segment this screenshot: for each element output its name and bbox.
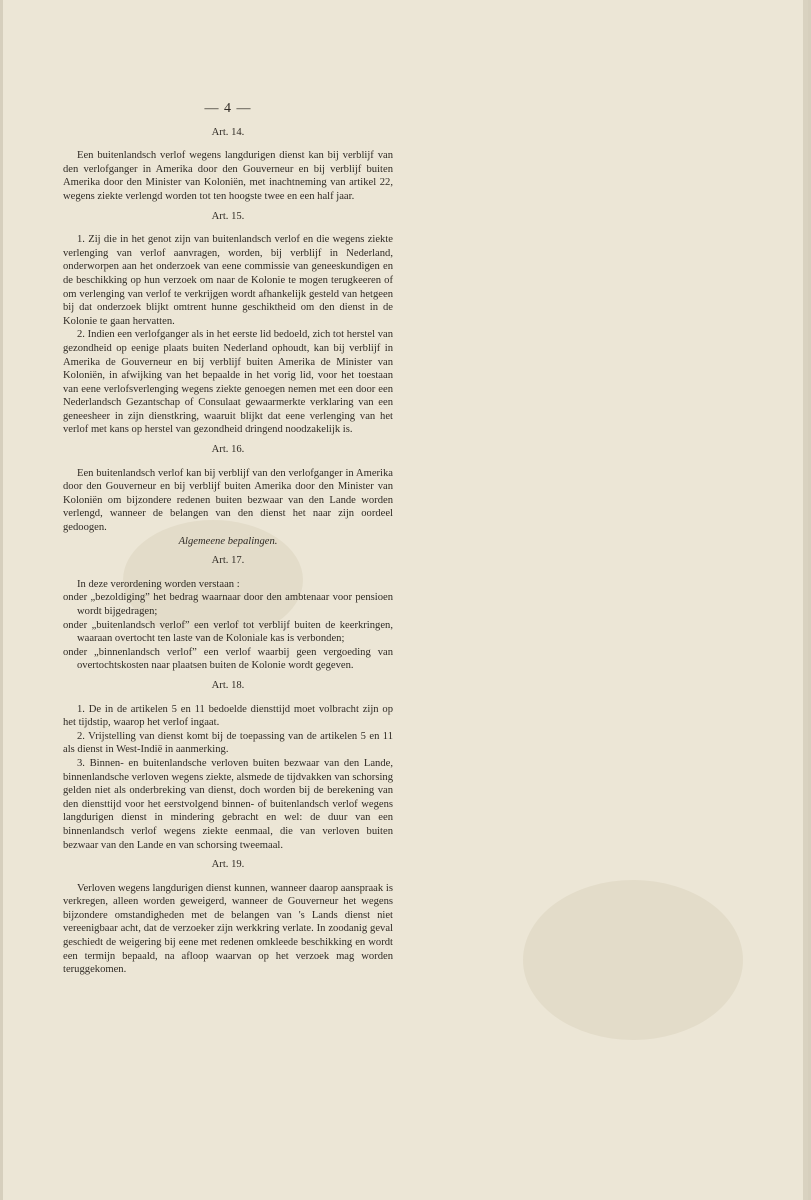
article-15-paragraph-2: 2. Indien een verlofganger als in het eerste lid bedoeld, zich tot herstel van gezondheid op eenige plaats buiten Nederland ophoudt, kan bij verblijf in Amerika de Gouverneur en bij verblijf buiten Amerika de Minister van Koloniën, in afwijking van het bepaalde in het vorig lid, voor het toestaan van eene verlofsverlenging wegens ziekte genoegen nemen met een door een Nederlandsch Gezantschap of Consulaat gewaarmerkte verklaring van een geneesheer in zijn dienstkring, waaruit blijkt dat eene verlenging van het verlof met kans op herstel van gezondheid dringend noodzakelijk is. <box>63 329 393 436</box>
article-19-text: Verloven wegens langdurigen dienst kunnen, wanneer daarop aanspraak is verkregen, alleen worden geweigerd, wanneer de Gouverneur het wegens bijzondere omstandigheden met de belangen van 's Lands dienst niet vereenigbaar acht, dat de verzoeker zijn werkkring verlate. In zoodanig geval geschiedt de weigering bij eene met redenen omkleede beschikking en wordt een termijn bepaald, na afloop waarvan op het verzoek mag worden teruggekomen. <box>63 882 393 976</box>
general-provisions-subheading: Algemeene bepalingen. <box>178 535 278 547</box>
article-17-intro: In deze verordening worden verstaan : <box>77 578 240 590</box>
page-number: — 4 — <box>204 101 252 116</box>
article-15-heading: Art. 15. <box>211 210 245 222</box>
article-18-paragraph-3: 3. Binnen- en buitenlandsche verloven buiten bezwaar van den Lande, binnenlandsche verloven wegens ziekte, alsmede de tijdvakken van schorsing gelden niet als onderbreking van dienst, doch worden bij de berekening van den diensttijd voor het eerstvolgend binnen- of buitenlandsch verlof wegens langdurigen dienst in mindering gebracht en wel: de duur van een binnenlandsch verlof wegens ziekte eenmaal, die van verloven buiten bezwaar van den Lande en van schorsing tweemaal. <box>63 757 393 851</box>
article-17-heading: Art. 17. <box>211 555 245 567</box>
article-15-paragraph-1: 1. Zij die in het genot zijn van buitenlandsch verlof en die wegens ziekte verlenging van verlof aanvragen, worden, bij verblijf in Nederland, onderworpen aan het onderzoek van eene commissie van geneeskundigen en de beschikking op hun verzoek om naar de Kolonie te mogen terugkeeren of om verlenging van verlof te verkrijgen wordt afhankelijk gesteld van hetgeen bij dat onderzoek blijkt omtrent hunne geschiktheid om den dienst in de Kolonie te gaan hervatten. <box>63 234 393 327</box>
article-17-definition: onder „binnenlandsch verlof” een verlof waarbij geen vergoeding van overtochtskosten naar plaatsen buiten de Kolonie wordt gegeven. <box>63 646 393 672</box>
paper-stain <box>523 880 743 1040</box>
article-17-definition: onder „bezoldiging” het bedrag waarnaar door den ambtenaar voor pensioen wordt bijgedragen; <box>63 592 393 617</box>
article-16-heading: Art. 16. <box>211 444 245 456</box>
article-18-heading: Art. 18. <box>211 679 245 691</box>
article-19-heading: Art. 19. <box>211 859 245 871</box>
text-column <box>63 102 393 977</box>
article-16-text: Een buitenlandsch verlof kan bij verblijf van den verlofganger in Amerika door den Gouverneur en bij verblijf buiten Amerika door den Minister van Koloniën om bijzondere redenen buiten bezwaar van den Lande worden verlengd, wanneer de belangen van den dienst het naar zijn oordeel gedoogen. <box>63 467 393 534</box>
scan-edge <box>803 0 808 1200</box>
article-18-paragraph-1: 1. De in de artikelen 5 en 11 bedoelde diensttijd moet volbracht zijn op het tijdstip, waarop het verlof ingaat. <box>63 703 393 729</box>
article-14-text: Een buitenlandsch verlof wegens langdurigen dienst kan bij verblijf van den verlofganger in Amerika door den Gouverneur en bij verblijf buiten Amerika door den Minister van Koloniën, met inachtneming van artikel 22, wegens ziekte verlengd worden tot ten hoogste twee en een half jaar. <box>63 150 393 202</box>
article-17-definition: onder „buitenlandsch verlof” een verlof tot verblijf buiten de keerkringen, waaraan overtocht ten laste van de Koloniale kas is verbonden; <box>63 619 393 645</box>
article-18-paragraph-2: 2. Vrijstelling van dienst komt bij de toepassing van de artikelen 5 en 11 als dienst in West-Indië in aanmerking. <box>63 730 393 756</box>
article-14-heading: Art. 14. <box>211 126 245 138</box>
